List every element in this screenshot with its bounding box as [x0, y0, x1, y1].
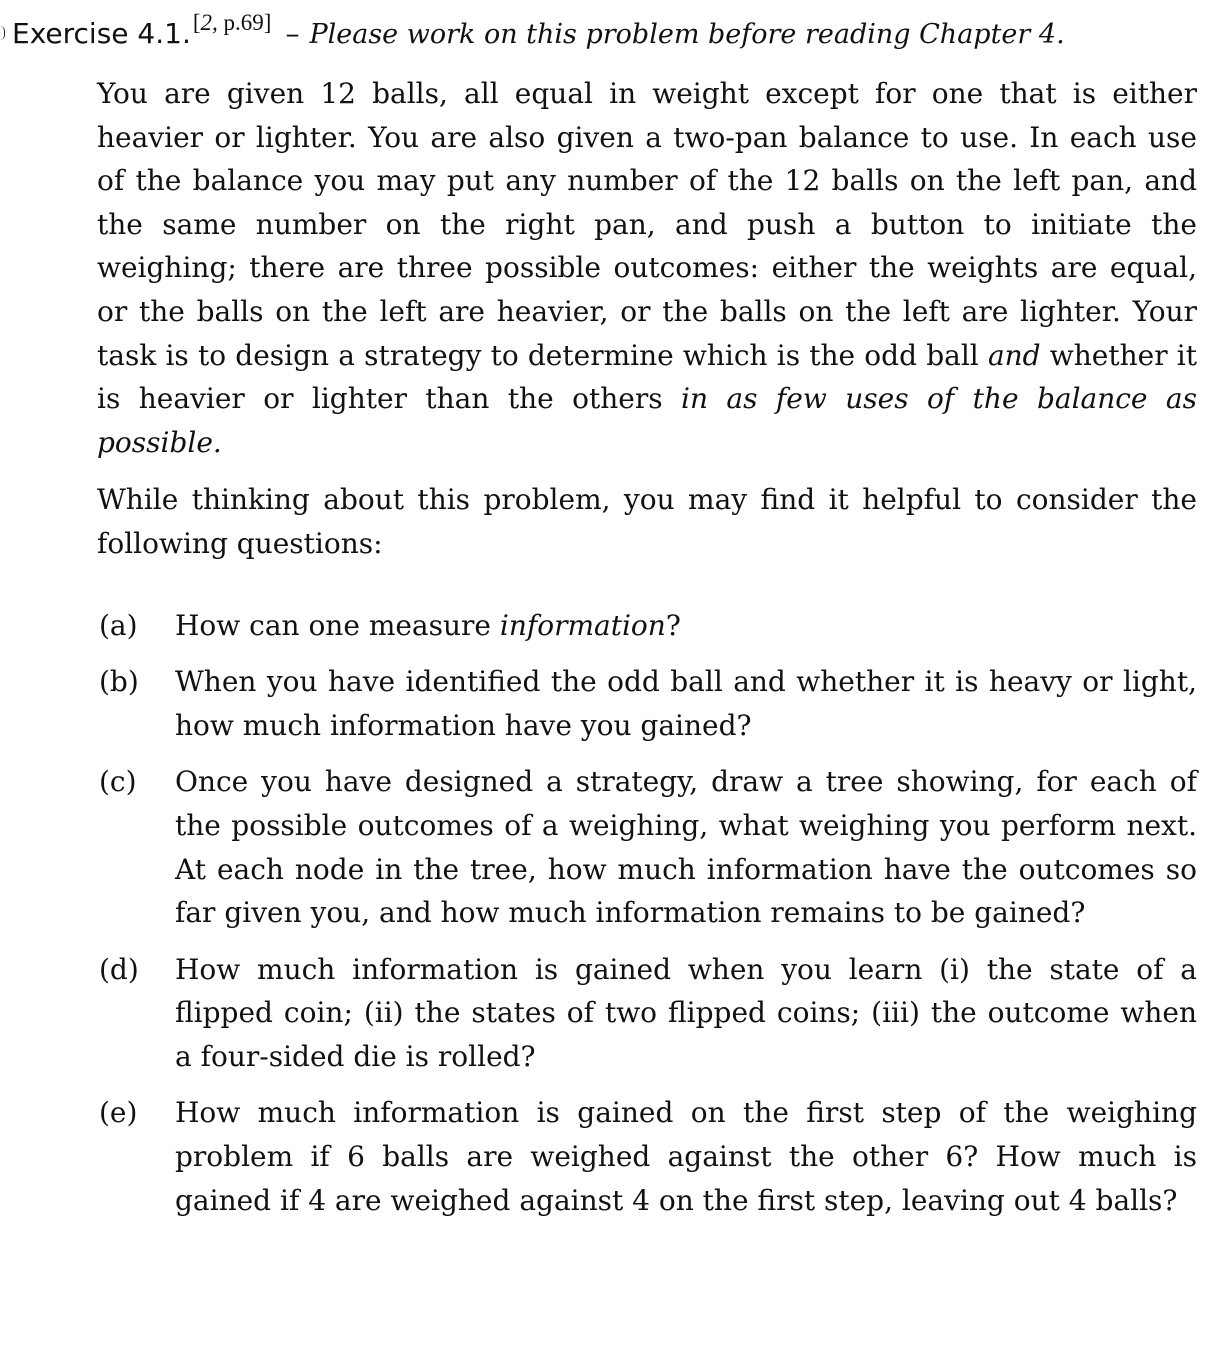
statement-text-2: whether it is heavier or lighter than the others [97, 338, 1198, 416]
question-d [97, 948, 1197, 1079]
question-e [97, 1091, 1197, 1222]
exercise-reference: [2, p.69] [192, 10, 272, 35]
emphasis-information: information [499, 608, 666, 642]
statement-emphasis-and: and [987, 338, 1041, 372]
page-reference: p.69 [223, 10, 264, 35]
exercise-body [97, 72, 1197, 1235]
margin-bracket-mark [0, 26, 5, 40]
question-label: (c) [99, 765, 137, 799]
statement-emphasis-few-uses: in as few uses of the balance as possible. [97, 382, 1197, 459]
question-text: How much information is gained on the first step of the weighing problem if 6 balls are weighed against the other 6? How much is gained if 4 are weighed against 4 on the first step, leaving out 4 balls? [175, 1096, 1197, 1217]
question-b [97, 660, 1197, 747]
problem-statement [97, 72, 1197, 464]
heading-dash: – [285, 17, 300, 50]
question-label: (e) [99, 1096, 138, 1130]
question-text: Once you have designed a strategy, draw a tree showing, for each of the possible outcomes of a weighing, what weighing you perform next. At each node in the tree, how much information have the outcomes so far given you, and how much information remains to be gained? [175, 765, 1197, 930]
question-label: (b) [99, 665, 139, 699]
exercise-heading [12, 10, 1212, 56]
question-c [97, 760, 1197, 934]
question-label: (d) [99, 952, 139, 986]
question-list [97, 604, 1197, 1223]
question-text: How much information is gained when you learn (i) the state of a flipped coin; (ii) the states of two flipped coins; (iii) the outcome when a four-sided die is rolled? [175, 952, 1197, 1073]
statement-text-1: You are given 12 balls, all equal in weight except for one that is either heavier or lighter. You are also given a two-pan balance to use. In each use of the balance you may put any number of the 12 balls on the left pan, and the same number on the right pan, and push a button to initiate the weighing; there are three possible outcomes: either the weights are equal, or the balls on the left are heavier, or the balls on the left are lighter. Your task is to design a strategy to determine which is the odd ball [97, 77, 1197, 372]
question-a [97, 604, 1197, 648]
difficulty-rating: 2, [200, 10, 218, 35]
question-text: How can one measure information? [175, 608, 681, 642]
question-text: When you have identified the odd ball and whether it is heavy or light, how much information have you gained? [175, 665, 1197, 742]
exercise-note: Please work on this problem before reading Chapter 4. [309, 19, 1065, 50]
exercise-label: Exercise 4.1. [12, 17, 191, 50]
question-label: (a) [99, 608, 138, 642]
questions-intro: While thinking about this problem, you may find it helpful to consider the following questions: [97, 483, 1197, 560]
